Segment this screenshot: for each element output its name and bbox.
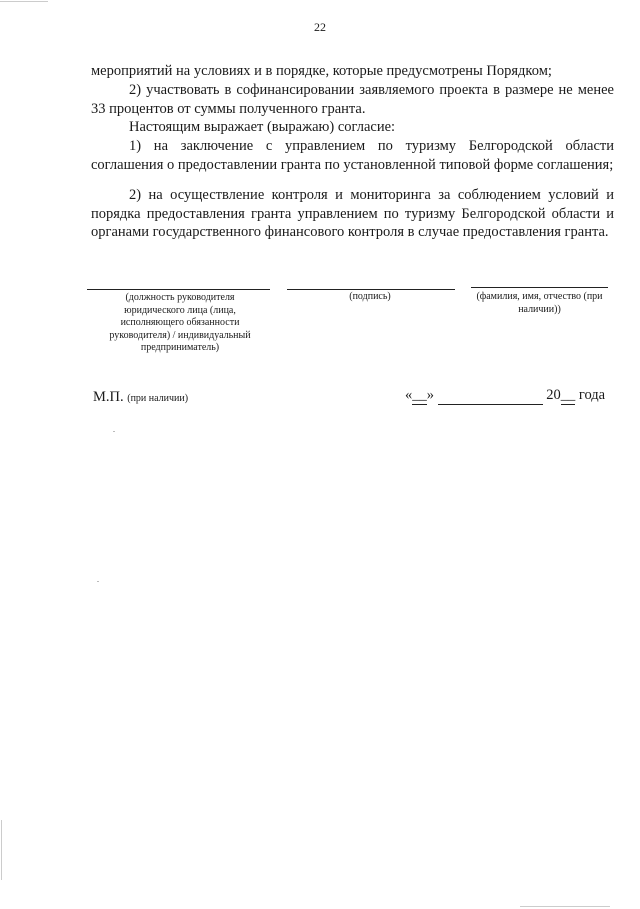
scan-edge-mark <box>0 1 48 2</box>
date-month-blank <box>438 387 543 405</box>
scan-edge-mark <box>1 820 2 880</box>
scan-edge-mark <box>520 906 610 907</box>
paragraph-cofinancing <box>91 81 614 118</box>
name-signature-line <box>471 287 608 288</box>
scan-speck <box>97 581 99 582</box>
date-day-blank: __ <box>412 387 427 403</box>
paragraph-text: 1) на заключение с управлением по туризму Белгородской области соглашения о предоставлении гранта по установленной типовой форме соглашения; <box>91 138 614 173</box>
paragraph-text: 2) на осуществление контроля и мониторинга за соблюдением условий и порядка предоставления гранта управлением по туризму Белгородской области и органами государственного финансового контроля в случае предоставления гранта. <box>91 187 614 240</box>
paragraph-continuation <box>91 62 614 81</box>
date-year-prefix: 20 <box>546 387 561 403</box>
date-year-blank: __ <box>560 387 576 403</box>
paragraph-agreement <box>91 137 614 174</box>
position-caption: (должность руководителя юридического лица (лица, исполняющего обязанности руководителя) / индивидуальный предприниматель) <box>109 292 251 353</box>
signature-line <box>287 289 455 290</box>
date-open-quote: « <box>405 387 413 403</box>
paragraph-consent-intro <box>91 118 614 137</box>
paragraph-text: мероприятий на условиях и в порядке, которые предусмотрены Порядком; <box>91 63 552 79</box>
scan-speck <box>113 431 115 432</box>
paragraph-control <box>91 186 614 242</box>
paragraph-text: 2) участвовать в софинансировании заявляемого проекта в размере не менее 33 процентов от суммы полученного гранта. <box>91 82 614 117</box>
date-suffix: года <box>578 387 606 403</box>
signature-caption: (подпись) <box>349 291 391 302</box>
seal-note: (при наличии) <box>127 393 189 404</box>
page-number: 22 <box>314 20 326 34</box>
name-caption: (фамилия, имя, отчество (при наличии)) <box>476 291 603 315</box>
seal-mark <box>93 389 188 406</box>
paragraph-text: Настоящим выражает (выражаю) согласие: <box>129 119 396 135</box>
date-close-quote: » <box>426 387 434 403</box>
date-field <box>405 387 615 405</box>
position-signature-line <box>87 289 270 290</box>
seal-label: М.П. <box>93 389 124 405</box>
